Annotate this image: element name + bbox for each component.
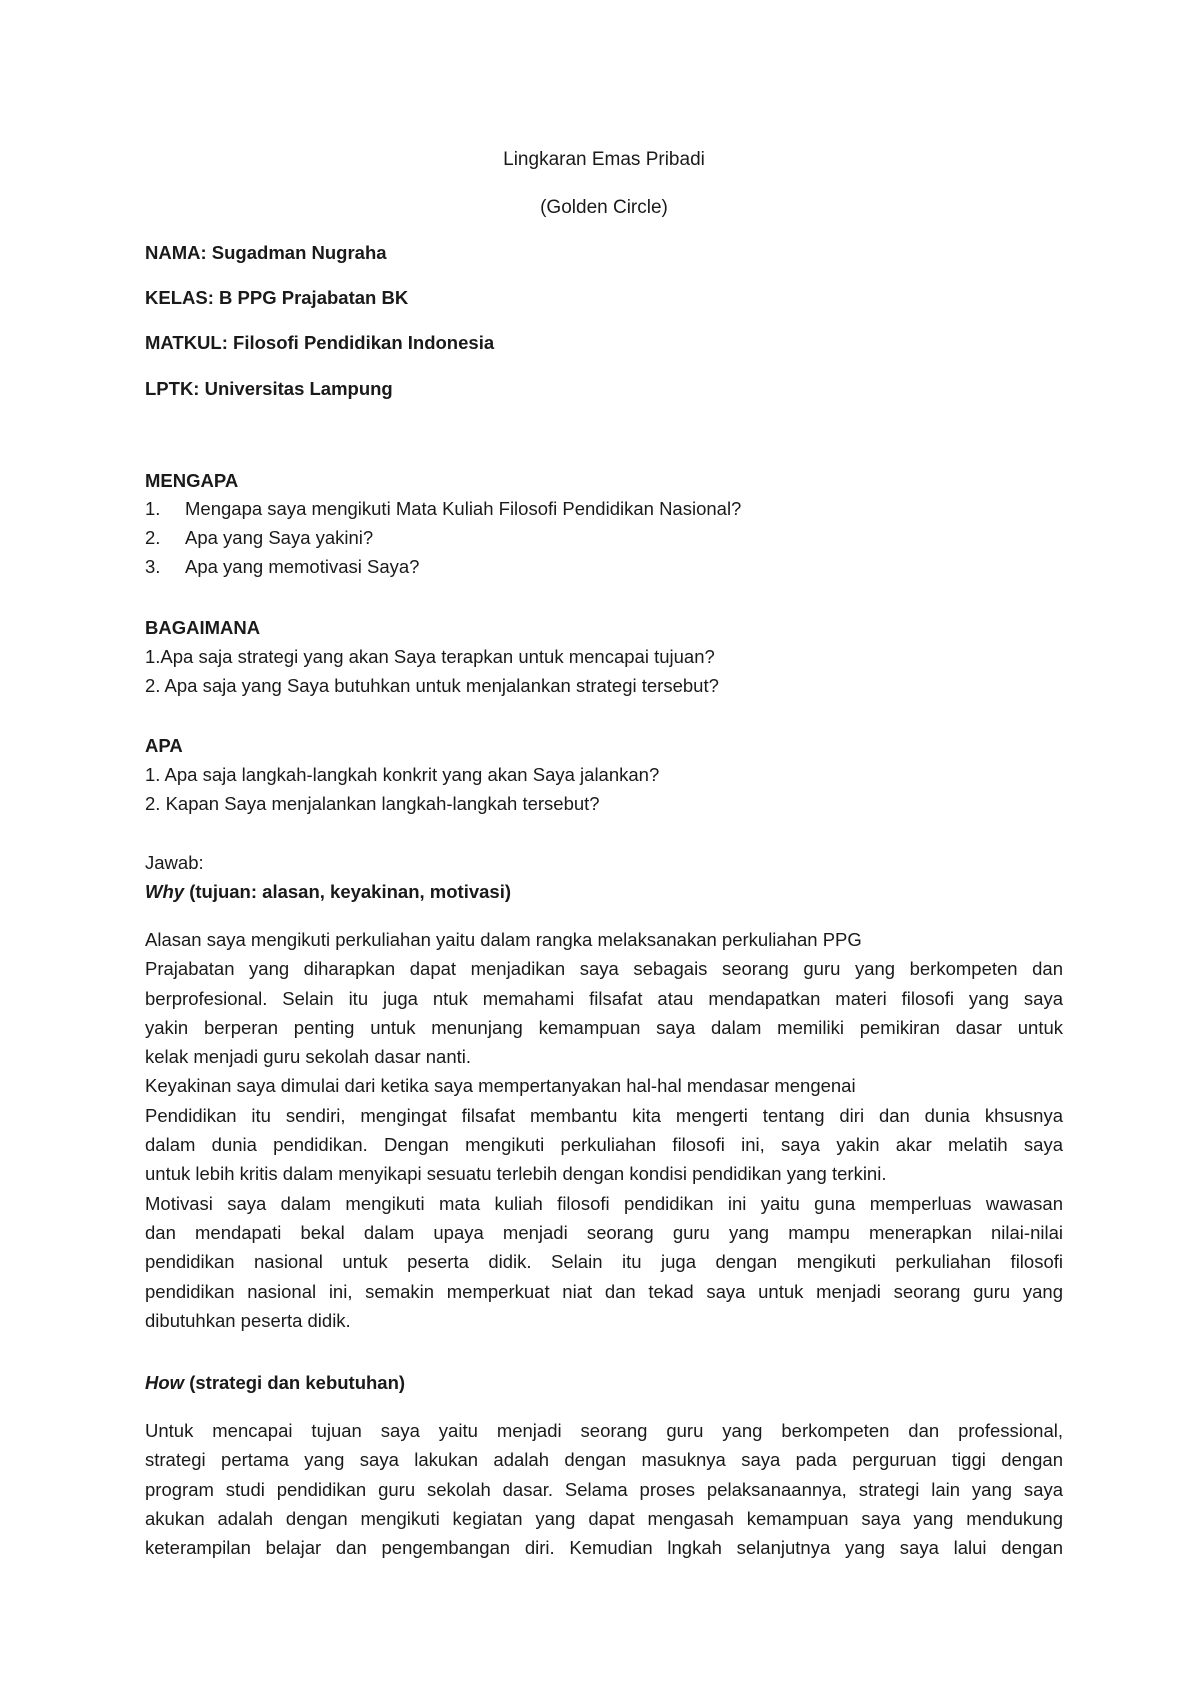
why-line-1: Alasan saya mengikuti perkuliahan yaitu dalam rangka melaksanakan perkuliahan PPG xyxy=(145,929,862,950)
identity-name-label: NAMA: xyxy=(145,242,207,263)
jawab-label: Jawab: xyxy=(145,852,204,873)
why-heading-rest: (tujuan: alasan, keyakinan, motivasi) xyxy=(184,881,512,902)
why-heading-italic: Why xyxy=(145,881,185,902)
mengapa-heading: MENGAPA xyxy=(145,470,239,491)
mengapa-item-1-num: 1. xyxy=(145,498,161,519)
apa-item-2: 2. Kapan Saya menjalankan langkah-langkah tersebut? xyxy=(145,793,600,814)
identity-course-value: Filosofi Pendidikan Indonesia xyxy=(233,332,495,353)
why-line-14: dibutuhkan peserta didik. xyxy=(145,1309,351,1331)
document-page xyxy=(145,0,1063,1698)
identity-class-label: KELAS: xyxy=(145,287,214,308)
identity-class-value: B PPG Prajabatan BK xyxy=(219,287,409,308)
how-line-2: strategi pertama yang saya lakukan adalah dengan masuknya saya pada perguruan tiggi dengan xyxy=(145,1449,1063,1471)
bagaimana-item-1: 1.Apa saja strategi yang akan Saya terapkan untuk mencapai tujuan? xyxy=(145,646,715,667)
bagaimana-heading: BAGAIMANA xyxy=(145,617,261,638)
why-line-3: berprofesional. Selain itu juga ntuk memahami filsafat atau mendapatkan materi filosofi yang saya xyxy=(145,987,1063,1009)
mengapa-item-3: Apa yang memotivasi Saya? xyxy=(185,556,420,577)
identity-name xyxy=(145,241,387,265)
how-line-4: akukan adalah dengan mengikuti kegiatan yang dapat mengasah kemampuan saya yang mendukung xyxy=(145,1507,1063,1529)
apa-item-1: 1. Apa saja langkah-langkah konkrit yang akan Saya jalankan? xyxy=(145,764,660,785)
identity-lptk-label: LPTK: xyxy=(145,378,200,399)
why-line-4: yakin berperan penting untuk menunjang kemampuan saya dalam memiliki pemikiran dasar untuk xyxy=(145,1016,1063,1038)
bagaimana-item-2: 2. Apa saja yang Saya butuhkan untuk menjalankan strategi tersebut? xyxy=(145,675,719,696)
identity-class xyxy=(145,286,408,310)
document-subtitle: (Golden Circle) xyxy=(540,197,668,218)
why-line-9: untuk lebih kritis dalam menyikapi sesuatu terlebih dengan kondisi pendidikan yang terkini. xyxy=(145,1163,887,1185)
why-line-8: dalam dunia pendidikan. Dengan mengikuti perkuliahan filosofi ini, saya yakin akar melatih saya xyxy=(145,1134,1063,1156)
how-line-5: keterampilan belajar dan pengembangan diri. Kemudian lngkah selanjutnya yang saya lalui dengan xyxy=(145,1537,1063,1559)
why-line-6: Keyakinan saya dimulai dari ketika saya mempertanyakan hal-hal mendasar mengenai xyxy=(145,1075,856,1097)
identity-lptk-value: Universitas Lampung xyxy=(204,378,393,399)
how-line-3: program studi pendidikan guru sekolah dasar. Selama proses pelaksanaannya, strategi lain yang saya xyxy=(145,1478,1063,1500)
how-paragraph xyxy=(145,1416,1063,1562)
apa-heading: APA xyxy=(145,735,183,756)
identity-name-value: Sugadman Nugraha xyxy=(211,242,387,263)
how-heading-italic: How xyxy=(145,1372,185,1393)
why-line-5: kelak menjadi guru sekolah dasar nanti. xyxy=(145,1046,471,1068)
how-line-1: Untuk mencapai tujuan saya yaitu menjadi seorang guru yang berkompeten dan professional, xyxy=(145,1420,1063,1441)
mengapa-item-3-num: 3. xyxy=(145,556,161,577)
identity-lptk xyxy=(145,377,393,401)
why-line-13: pendidikan nasional ini, semakin memperkuat niat dan tekad saya untuk menjadi seorang guru yang xyxy=(145,1280,1063,1302)
why-line-7: Pendidikan itu sendiri, mengingat filsafat membantu kita mengerti tentang diri dan dunia khsusnya xyxy=(145,1104,1063,1126)
why-line-11: dan mendapati bekal dalam upaya menjadi seorang guru yang mampu menerapkan nilai-nilai xyxy=(145,1221,1063,1243)
why-line-10: Motivasi saya dalam mengikuti mata kuliah filosofi pendidikan ini yaitu guna memperluas wawasan xyxy=(145,1192,1063,1214)
mengapa-item-1: Mengapa saya mengikuti Mata Kuliah Filosofi Pendidikan Nasional? xyxy=(185,498,742,519)
why-heading xyxy=(145,880,511,904)
identity-course-label: MATKUL: xyxy=(145,332,228,353)
mengapa-item-2: Apa yang Saya yakini? xyxy=(185,527,374,548)
identity-course xyxy=(145,331,494,355)
why-line-12: pendidikan nasional untuk peserta didik. Selain itu juga dengan mengikuti perkuliahan filosofi xyxy=(145,1251,1063,1273)
how-heading xyxy=(145,1371,405,1395)
how-heading-rest: (strategi dan kebutuhan) xyxy=(184,1372,406,1393)
why-paragraph xyxy=(145,925,1063,1335)
document-title: Lingkaran Emas Pribadi xyxy=(503,149,705,170)
mengapa-item-2-num: 2. xyxy=(145,527,161,548)
why-line-2: Prajabatan yang diharapkan dapat menjadikan saya sebagais seorang guru yang berkompeten dan xyxy=(145,958,1063,980)
